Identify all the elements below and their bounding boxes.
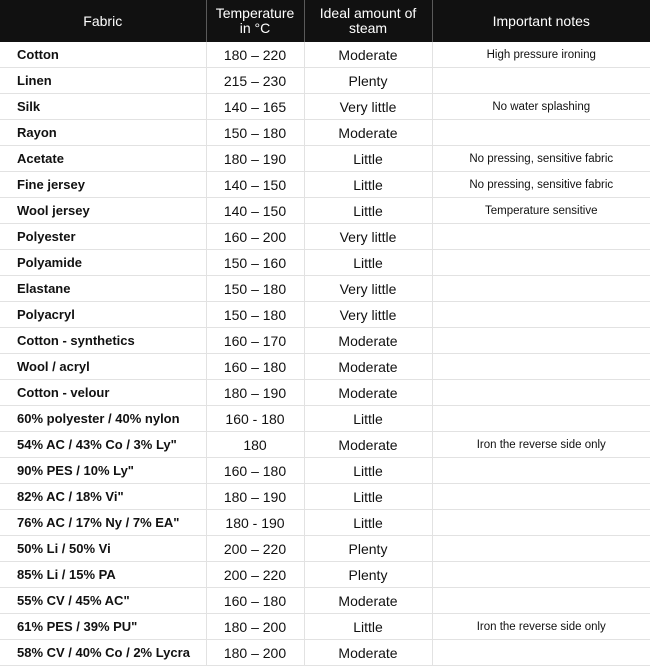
steam-cell: Moderate xyxy=(304,380,432,406)
steam-cell: Moderate xyxy=(304,328,432,354)
fabric-cell: Cotton - velour xyxy=(0,380,206,406)
steam-cell: Little xyxy=(304,172,432,198)
steam-cell: Little xyxy=(304,484,432,510)
notes-cell xyxy=(432,640,650,666)
notes-cell xyxy=(432,510,650,536)
temperature-cell: 180 - 190 xyxy=(206,510,304,536)
temperature-cell: 180 – 200 xyxy=(206,614,304,640)
temperature-cell: 180 – 190 xyxy=(206,484,304,510)
fabric-cell: 82% AC / 18% Vi" xyxy=(0,484,206,510)
table-row xyxy=(0,458,650,484)
table-row xyxy=(0,276,650,302)
temperature-cell: 160 – 180 xyxy=(206,354,304,380)
fabric-cell: Wool / acryl xyxy=(0,354,206,380)
fabric-cell: Cotton - synthetics xyxy=(0,328,206,354)
table-row xyxy=(0,302,650,328)
steam-cell: Moderate xyxy=(304,42,432,68)
header-steam: Ideal amount of steam xyxy=(304,0,432,42)
notes-cell: Iron the reverse side only xyxy=(432,614,650,640)
temperature-cell: 215 – 230 xyxy=(206,68,304,94)
notes-cell xyxy=(432,302,650,328)
notes-cell xyxy=(432,380,650,406)
table-row xyxy=(0,588,650,614)
notes-cell xyxy=(432,354,650,380)
notes-cell xyxy=(432,562,650,588)
fabric-cell: Polyacryl xyxy=(0,302,206,328)
fabric-cell: Acetate xyxy=(0,146,206,172)
table-row xyxy=(0,42,650,68)
table-row xyxy=(0,380,650,406)
steam-cell: Moderate xyxy=(304,588,432,614)
table-row xyxy=(0,146,650,172)
table-header xyxy=(0,0,650,42)
table-row xyxy=(0,120,650,146)
temperature-cell: 150 – 180 xyxy=(206,120,304,146)
fabric-cell: 61% PES / 39% PU" xyxy=(0,614,206,640)
header-notes: Important notes xyxy=(432,0,650,42)
fabric-cell: 55% CV / 45% AC" xyxy=(0,588,206,614)
temperature-cell: 160 - 180 xyxy=(206,406,304,432)
steam-cell: Little xyxy=(304,458,432,484)
temperature-cell: 160 – 180 xyxy=(206,458,304,484)
steam-cell: Little xyxy=(304,198,432,224)
steam-cell: Plenty xyxy=(304,536,432,562)
notes-cell xyxy=(432,68,650,94)
table-row xyxy=(0,536,650,562)
temperature-cell: 180 – 220 xyxy=(206,42,304,68)
steam-cell: Little xyxy=(304,614,432,640)
notes-cell: Temperature sensitive xyxy=(432,198,650,224)
header-row xyxy=(0,0,650,42)
notes-cell xyxy=(432,484,650,510)
notes-cell xyxy=(432,328,650,354)
table-row xyxy=(0,640,650,666)
temperature-cell: 140 – 150 xyxy=(206,172,304,198)
temperature-cell: 200 – 220 xyxy=(206,562,304,588)
fabric-cell: Wool jersey xyxy=(0,198,206,224)
fabric-cell: Cotton xyxy=(0,42,206,68)
steam-cell: Little xyxy=(304,406,432,432)
steam-cell: Moderate xyxy=(304,432,432,458)
steam-cell: Very little xyxy=(304,276,432,302)
table-row xyxy=(0,68,650,94)
header-fabric: Fabric xyxy=(0,0,206,42)
steam-cell: Very little xyxy=(304,224,432,250)
header-temperature: Temperature in °C xyxy=(206,0,304,42)
notes-cell xyxy=(432,458,650,484)
fabric-cell: Rayon xyxy=(0,120,206,146)
fabric-cell: Fine jersey xyxy=(0,172,206,198)
table-row xyxy=(0,94,650,120)
steam-cell: Moderate xyxy=(304,354,432,380)
table-row xyxy=(0,224,650,250)
temperature-cell: 160 – 200 xyxy=(206,224,304,250)
fabric-cell: Linen xyxy=(0,68,206,94)
table-row xyxy=(0,354,650,380)
temperature-cell: 160 – 170 xyxy=(206,328,304,354)
steam-cell: Plenty xyxy=(304,562,432,588)
temperature-cell: 160 – 180 xyxy=(206,588,304,614)
fabric-cell: 76% AC / 17% Ny / 7% EA" xyxy=(0,510,206,536)
fabric-cell: Polyamide xyxy=(0,250,206,276)
steam-cell: Plenty xyxy=(304,68,432,94)
table-row xyxy=(0,484,650,510)
temperature-cell: 150 – 160 xyxy=(206,250,304,276)
temperature-cell: 180 xyxy=(206,432,304,458)
notes-cell: High pressure ironing xyxy=(432,42,650,68)
temperature-cell: 150 – 180 xyxy=(206,276,304,302)
table-row xyxy=(0,406,650,432)
notes-cell xyxy=(432,536,650,562)
notes-cell xyxy=(432,120,650,146)
notes-cell xyxy=(432,224,650,250)
temperature-cell: 180 – 190 xyxy=(206,146,304,172)
notes-cell: No pressing, sensitive fabric xyxy=(432,146,650,172)
temperature-cell: 200 – 220 xyxy=(206,536,304,562)
table-row xyxy=(0,250,650,276)
temperature-cell: 150 – 180 xyxy=(206,302,304,328)
table-row xyxy=(0,562,650,588)
steam-cell: Moderate xyxy=(304,120,432,146)
notes-cell xyxy=(432,588,650,614)
table-row xyxy=(0,198,650,224)
steam-cell: Moderate xyxy=(304,640,432,666)
temperature-cell: 140 – 150 xyxy=(206,198,304,224)
fabric-cell: 90% PES / 10% Ly" xyxy=(0,458,206,484)
fabric-cell: Elastane xyxy=(0,276,206,302)
notes-cell: No water splashing xyxy=(432,94,650,120)
fabric-cell: 50% Li / 50% Vi xyxy=(0,536,206,562)
steam-cell: Little xyxy=(304,250,432,276)
table-body xyxy=(0,42,650,666)
fabric-cell: 85% Li / 15% PA xyxy=(0,562,206,588)
table-row xyxy=(0,172,650,198)
fabric-cell: Silk xyxy=(0,94,206,120)
temperature-cell: 140 – 165 xyxy=(206,94,304,120)
steam-cell: Little xyxy=(304,146,432,172)
fabric-cell: Polyester xyxy=(0,224,206,250)
notes-cell xyxy=(432,406,650,432)
table-row xyxy=(0,432,650,458)
steam-cell: Very little xyxy=(304,302,432,328)
steam-cell: Little xyxy=(304,510,432,536)
notes-cell: No pressing, sensitive fabric xyxy=(432,172,650,198)
temperature-cell: 180 – 190 xyxy=(206,380,304,406)
table-row xyxy=(0,614,650,640)
notes-cell xyxy=(432,276,650,302)
notes-cell xyxy=(432,250,650,276)
temperature-cell: 180 – 200 xyxy=(206,640,304,666)
fabric-cell: 54% AC / 43% Co / 3% Ly" xyxy=(0,432,206,458)
notes-cell: Iron the reverse side only xyxy=(432,432,650,458)
fabric-cell: 60% polyester / 40% nylon xyxy=(0,406,206,432)
steam-cell: Very little xyxy=(304,94,432,120)
table-row xyxy=(0,510,650,536)
table-row xyxy=(0,328,650,354)
fabric-cell: 58% CV / 40% Co / 2% Lycra xyxy=(0,640,206,666)
